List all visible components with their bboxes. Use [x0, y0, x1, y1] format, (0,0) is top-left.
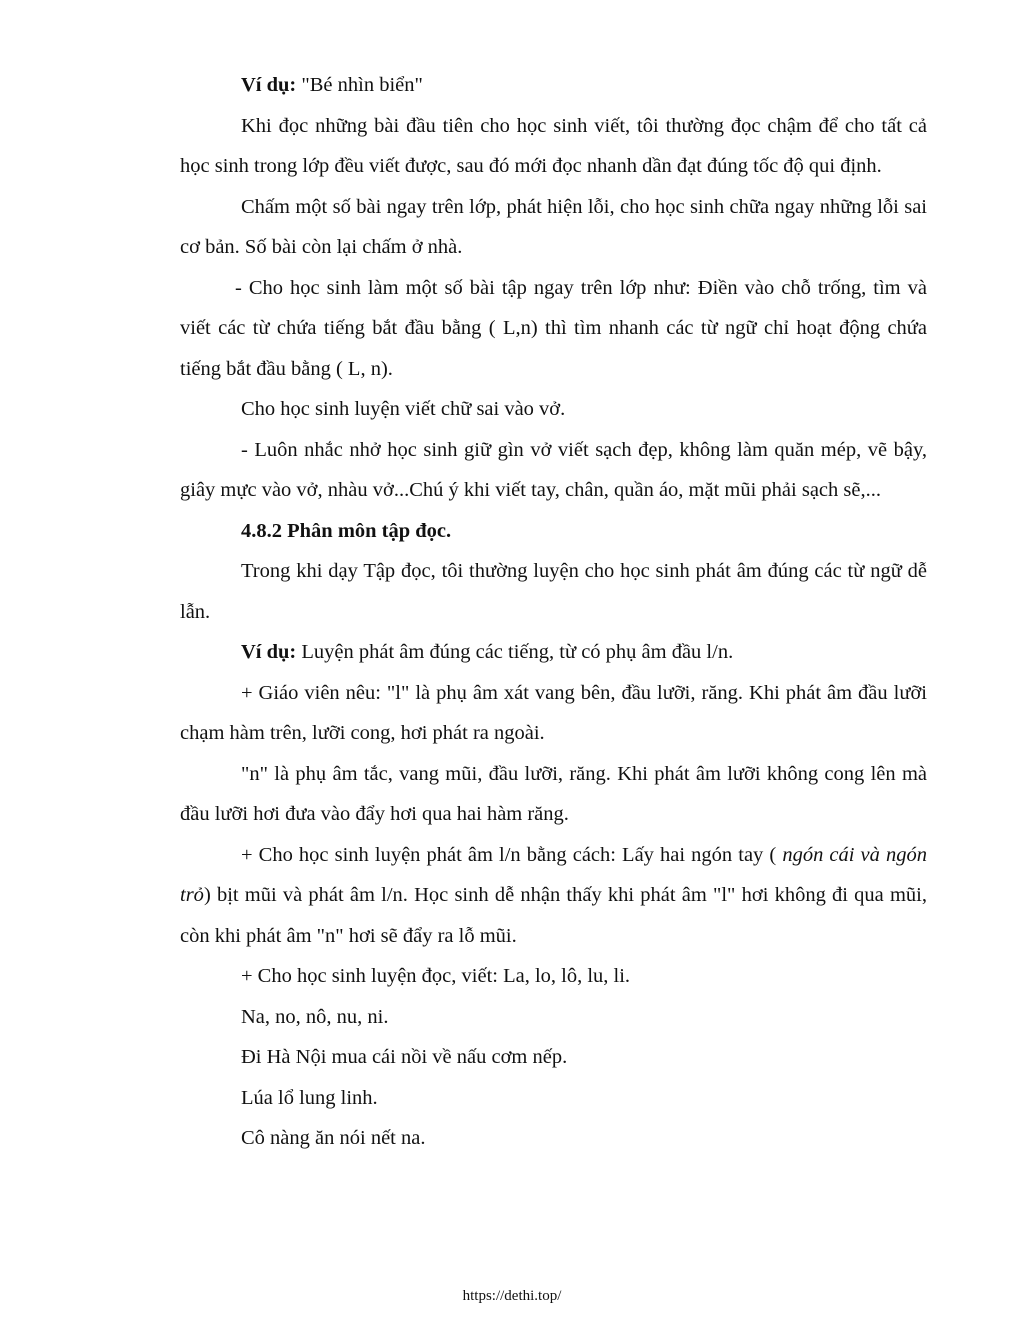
example-label-2: Ví dụ:	[241, 641, 297, 663]
paragraph-exercises: - Cho học sinh làm một số bài tập ngay trên lớp như: Điền vào chỗ trống, tìm và viết các từ chứa tiếng bắt đầu bằng ( L,n) thì tìm nhanh các từ ngữ chỉ hoạt động chứa tiếng bắt đầu bằng ( L, n).	[180, 276, 927, 380]
finger-method-before: + Cho học sinh luyện phát âm l/n bằng cách: Lấy hai ngón tay (	[241, 843, 783, 866]
section-heading	[180, 511, 927, 552]
example-paragraph-1	[180, 65, 927, 106]
paragraph-sentence-1: Đi Hà Nội mua cái nồi về nấu cơm nếp.	[241, 1046, 568, 1068]
paragraph-sentence-3: Cô nàng ăn nói nết na.	[241, 1127, 426, 1149]
example-text-2: Luyện phát âm đúng các tiếng, từ có phụ âm đầu l/n.	[296, 641, 734, 663]
paragraph-finger-method	[180, 835, 927, 957]
example-text: "Bé nhìn biển"	[296, 74, 423, 96]
finger-method-after: ) bịt mũi và phát âm l/n. Học sinh dễ nhận thấy khi phát âm "l" hơi không đi qua mũi, còn khi phát âm "n" hơi sẽ đẩy ra lỗ mũi.	[180, 884, 927, 947]
section-heading-text: 4.8.2 Phân môn tập đọc.	[241, 519, 452, 542]
finger-method-italic: ngón cái và ngón trỏ	[180, 843, 927, 906]
paragraph-notebook-care: - Luôn nhắc nhở học sinh giữ gìn vở viết sạch đẹp, không làm quăn mép, vẽ bậy, giây mực vào vở, nhàu vở...Chú ý khi viết tay, chân, quần áo, mặt mũi phải sạch sẽ,...	[180, 438, 927, 501]
example-paragraph-2	[180, 632, 927, 673]
document-body	[180, 65, 927, 1159]
paragraph-n-sound: "n" là phụ âm tắc, vang mũi, đầu lưỡi, răng. Khi phát âm lưỡi không cong lên mà đầu lưỡi hơi đưa vào đẩy hơi qua hai hàm răng.	[180, 762, 927, 825]
paragraph-reading-lesson: Trong khi dạy Tập đọc, tôi thường luyện cho học sinh phát âm đúng các từ ngữ dễ lẫn.	[180, 560, 927, 623]
paragraph-practice-l: + Cho học sinh luyện đọc, viết: La, lo, lô, lu, li.	[241, 965, 631, 987]
footer-url: https://dethi.top/	[462, 1288, 562, 1304]
paragraph-practice-n: Na, no, nô, nu, ni.	[241, 1005, 389, 1028]
paragraph-practice-writing: Cho học sinh luyện viết chữ sai vào vở.	[241, 398, 566, 420]
paragraph-grading: Chấm một số bài ngay trên lớp, phát hiện lỗi, cho học sinh chữa ngay những lỗi sai cơ bản. Số bài còn lại chấm ở nhà.	[180, 195, 927, 258]
paragraph-sentence-2: Lúa lổ lung linh.	[241, 1086, 378, 1109]
paragraph-reading-slowly: Khi đọc những bài đầu tiên cho học sinh viết, tôi thường đọc chậm để cho tất cả học sinh trong lớp đều viết được, sau đó mới đọc nhanh dần đạt đúng tốc độ qui định.	[180, 114, 927, 177]
paragraph-l-sound: + Giáo viên nêu: "l" là phụ âm xát vang bên, đầu lưỡi, răng. Khi phát âm đầu lưỡi chạm hàm trên, lưỡi cong, hơi phát ra ngoài.	[180, 681, 927, 744]
example-label: Ví dụ:	[241, 74, 297, 96]
